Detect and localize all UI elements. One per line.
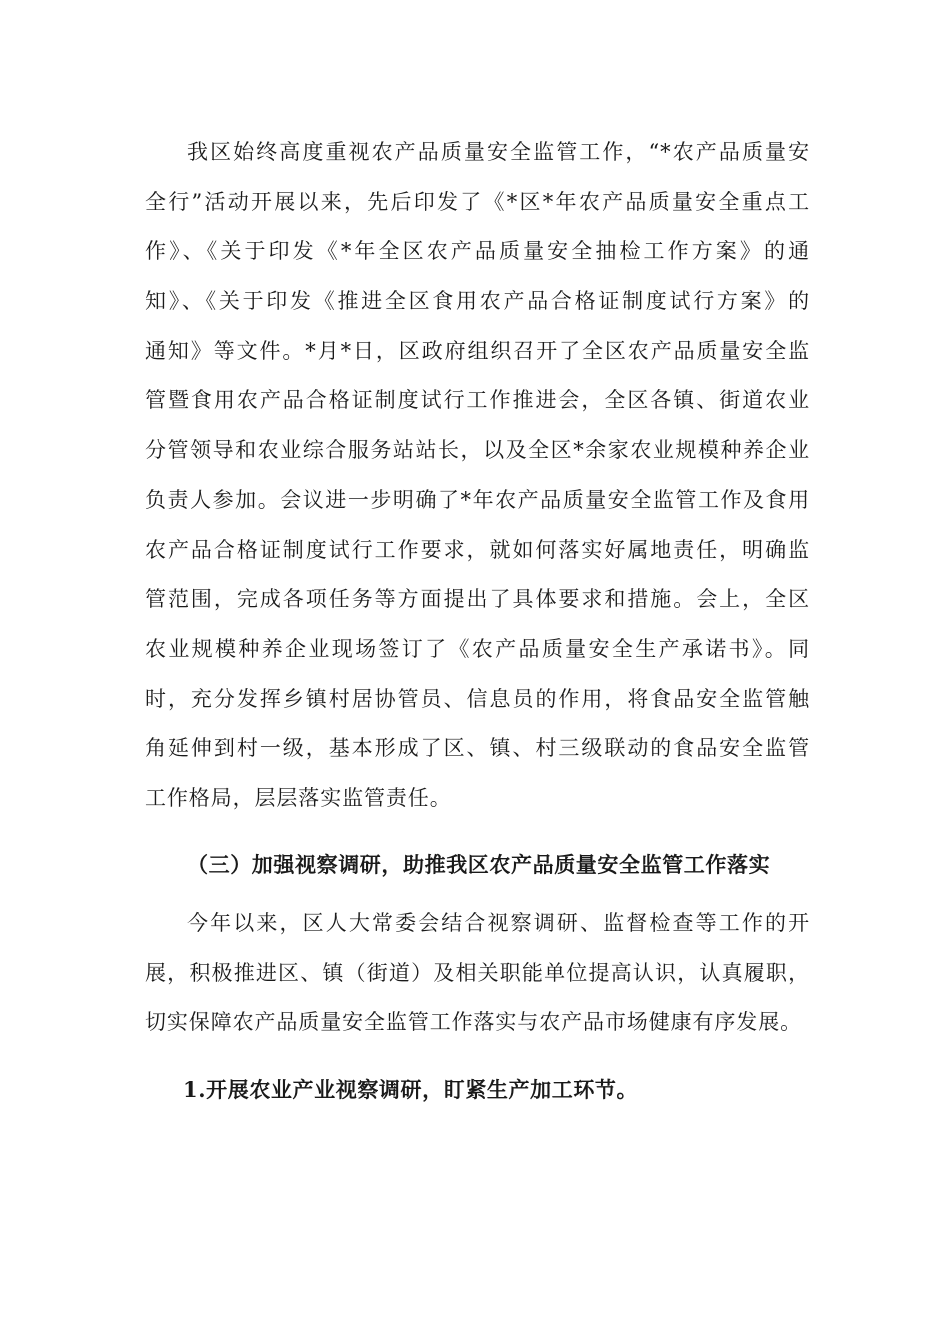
paragraph-line: 农产品合格证制度试行工作要求，就如何落实好属地责任，明确监: [145, 537, 810, 562]
paragraph-line: 知》、《关于印发《推进全区食用农产品合格证制度试行方案》的: [145, 289, 810, 314]
paragraph-line: 工作格局，层层落实监管责任。: [145, 785, 452, 810]
paragraph-line: 通知》等文件。*月*日，区政府组织召开了全区农产品质量安全监: [145, 338, 810, 363]
paragraph-line: 管范围，完成各项任务等方面提出了具体要求和措施。会上，全区: [145, 587, 810, 612]
paragraph-npc-inspection: [145, 899, 810, 1048]
subsection-heading-industry-inspection: 1.开展农业产业视察调研，盯紧生产加工环节。: [183, 1077, 639, 1102]
paragraph-line: 我区始终高度重视农产品质量安全监管工作，“*农产品质量安: [187, 140, 810, 164]
paragraph-line: 时，充分发挥乡镇村居协管员、信息员的作用，将食品安全监管触: [145, 686, 810, 711]
paragraph-line: 作》、《关于印发《*年全区农产品质量安全抽检工作方案》的通: [145, 239, 810, 264]
paragraph-line: 管暨食用农产品合格证制度试行工作推进会，全区各镇、街道农业: [145, 388, 810, 413]
paragraph-line: 切实保障农产品质量安全监管工作落实与农产品市场健康有序发展。: [145, 1010, 802, 1035]
paragraph-supervision-work: [145, 128, 810, 824]
paragraph-line: 全行”活动开展以来，先后印发了《*区*年农产品质量安全重点工: [145, 189, 810, 214]
paragraph-line: 分管领导和农业综合服务站站长，以及全区*余家农业规模种养企业: [145, 438, 810, 463]
paragraph-line: 角延伸到村一级，基本形成了区、镇、村三级联动的食品安全监管: [145, 736, 810, 761]
paragraph-line: 展，积极推进区、镇（街道）及相关职能单位提高认识，认真履职，: [145, 960, 810, 985]
paragraph-line: 农业规模种养企业现场签订了《农产品质量安全生产承诺书》。同: [145, 636, 810, 661]
paragraph-line: 今年以来，区人大常委会结合视察调研、监督检查等工作的开: [187, 911, 810, 935]
section-heading-inspection: （三）加强视察调研，助推我区农产品质量安全监管工作落实: [187, 852, 771, 877]
paragraph-line: 负责人参加。会议进一步明确了*年农产品质量安全监管工作及食用: [145, 487, 810, 512]
